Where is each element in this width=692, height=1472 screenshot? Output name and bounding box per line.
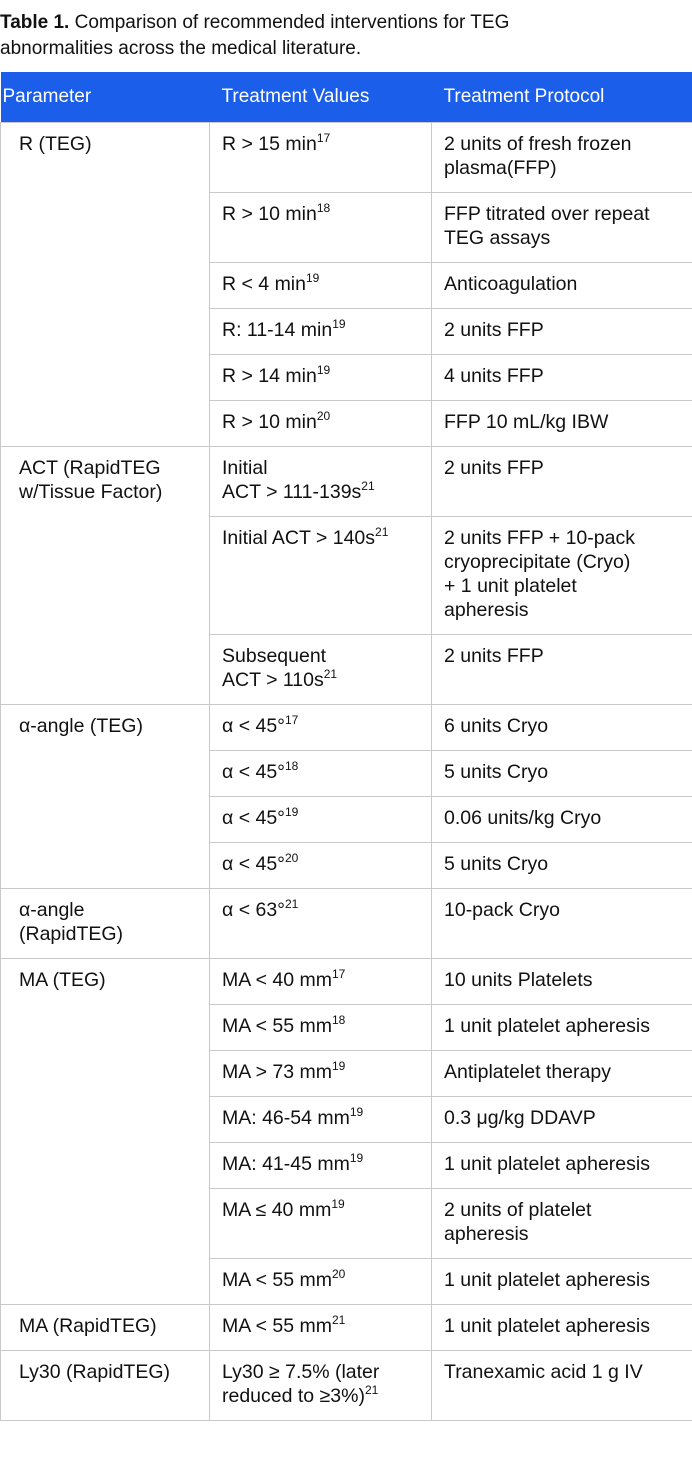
treatment-value-cell [210,193,432,263]
treatment-protocol-cell: 6 units Cryo [432,705,692,751]
treatment-value-cell [210,1051,432,1097]
treatment-protocol-cell: 2 units FFP [432,635,692,705]
treatment-value-cell [210,843,432,889]
treatment-protocol-cell: 2 units of platelet apheresis [432,1189,692,1259]
interventions-table [0,72,692,1421]
table-row [1,889,692,959]
table-row [1,705,692,751]
reference-number: 18 [316,201,331,215]
treatment-value-text: R > 14 min [222,365,317,387]
treatment-value-cell [210,705,432,751]
treatment-protocol-cell: 2 units FFP [432,447,692,517]
treatment-value-cell [210,751,432,797]
treatment-value-text: α < 45° [222,853,285,875]
reference-number: 19 [332,317,346,331]
treatment-value-cell [210,401,432,447]
treatment-value-cell [210,1189,432,1259]
treatment-value-text: MA: 46-54 mm [222,1107,350,1129]
treatment-protocol-cell: FFP titrated over repeat TEG assays [432,193,692,263]
table-row [1,123,692,193]
header-row [1,72,692,123]
treatment-protocol-cell: 5 units Cryo [432,751,692,797]
treatment-value-text: α < 45° [222,761,285,783]
treatment-value-cell [210,1143,432,1189]
treatment-protocol-cell: 10-pack Cryo [432,889,692,959]
header-treatment-values: Treatment Values [210,72,432,123]
treatment-value-text: Initial ACT > 111-139s [222,457,362,503]
treatment-protocol-cell: 0.06 units/kg Cryo [432,797,692,843]
treatment-protocol-cell: 2 units FFP [432,309,692,355]
treatment-value-text: MA < 40 mm [222,969,332,991]
treatment-value-text: α < 45° [222,807,285,829]
treatment-value-cell [210,797,432,843]
treatment-value-cell [210,1097,432,1143]
treatment-value-cell [210,447,432,517]
reference-number: 21 [285,897,299,911]
header-parameter: Parameter [1,72,210,123]
header-treatment-protocol: Treatment Protocol [432,72,692,123]
treatment-protocol-cell: 2 units FFP + 10-pack cryoprecipitate (Cryo) + 1 unit platelet apheresis [432,517,692,635]
treatment-protocol-cell: 5 units Cryo [432,843,692,889]
table-row [1,1305,692,1351]
table-row [1,447,692,517]
reference-number: 20 [332,1267,346,1281]
treatment-value-text: R < 4 min [222,273,306,295]
table-caption [0,0,692,60]
reference-number: 17 [332,967,346,981]
table-header [1,72,692,123]
reference-number: 18 [285,759,299,773]
treatment-value-text: MA > 73 mm [222,1061,332,1083]
treatment-value-text: R: 11-14 min [222,319,333,341]
parameter-cell: α-angle (TEG) [1,705,210,889]
treatment-protocol-cell: Tranexamic acid 1 g IV [432,1351,692,1421]
treatment-protocol-cell: Antiplatelet therapy [432,1051,692,1097]
reference-number: 19 [349,1105,364,1119]
reference-number: 19 [285,805,299,819]
treatment-value-cell [210,123,432,193]
treatment-value-cell [210,889,432,959]
reference-number: 18 [332,1013,346,1027]
reference-number: 19 [306,271,320,285]
parameter-cell: R (TEG) [1,123,210,447]
treatment-value-cell [210,635,432,705]
treatment-value-text: Subsequent ACT > 110s [222,645,327,691]
treatment-value-cell [210,1005,432,1051]
treatment-protocol-cell: 1 unit platelet apheresis [432,1143,692,1189]
parameter-cell: ACT (RapidTEG w/Tissue Factor) [1,447,210,705]
treatment-value-text: MA ≤ 40 mm [222,1199,332,1221]
reference-number: 17 [316,131,331,145]
treatment-value-cell [210,355,432,401]
table-row [1,959,692,1005]
treatment-value-cell [210,1259,432,1305]
treatment-protocol-cell: 4 units FFP [432,355,692,401]
treatment-value-text: MA: 41-45 mm [222,1153,350,1175]
reference-number: 19 [332,1059,346,1073]
treatment-value-text: MA < 55 mm [222,1315,332,1337]
treatment-value-text: Initial ACT > 140s [222,527,376,549]
treatment-value-text: MA < 55 mm [222,1269,332,1291]
reference-number: 19 [331,1197,345,1211]
treatment-protocol-cell: 1 unit platelet apheresis [432,1259,692,1305]
reference-number: 21 [361,479,375,493]
treatment-value-cell [210,309,432,355]
treatment-protocol-cell: 2 units of fresh frozen plasma(FFP) [432,123,692,193]
reference-number: 19 [316,363,331,377]
treatment-value-text: MA < 55 mm [222,1015,332,1037]
treatment-value-text: α < 45° [222,715,285,737]
treatment-value-cell [210,517,432,635]
reference-number: 21 [375,525,389,539]
parameter-cell: MA (TEG) [1,959,210,1305]
caption-text: Comparison of recommended interventions for TEG abnormalities across the medical literature. [0,12,510,59]
treatment-protocol-cell: 1 unit platelet apheresis [432,1005,692,1051]
treatment-value-text: R > 10 min [222,411,317,433]
reference-number: 20 [316,409,331,423]
treatment-protocol-cell: 0.3 μg/kg DDAVP [432,1097,692,1143]
reference-number: 21 [364,1383,379,1397]
treatment-protocol-cell: 1 unit platelet apheresis [432,1305,692,1351]
caption-label: Table 1. [0,12,70,33]
parameter-cell: α-angle (RapidTEG) [1,889,210,959]
treatment-value-cell [210,1305,432,1351]
treatment-protocol-cell: 10 units Platelets [432,959,692,1005]
reference-number: 21 [323,667,338,681]
parameter-cell: MA (RapidTEG) [1,1305,210,1351]
reference-number: 19 [349,1151,364,1165]
table-row [1,1351,692,1421]
treatment-value-cell [210,959,432,1005]
treatment-value-text: R > 10 min [222,203,317,225]
treatment-value-cell [210,263,432,309]
treatment-value-text: R > 15 min [222,133,317,155]
table-body [1,123,692,1421]
reference-number: 21 [332,1313,346,1327]
treatment-protocol-cell: Anticoagulation [432,263,692,309]
treatment-value-text: α < 63° [222,899,285,921]
treatment-protocol-cell: FFP 10 mL/kg IBW [432,401,692,447]
parameter-cell: Ly30 (RapidTEG) [1,1351,210,1421]
reference-number: 17 [285,713,299,727]
treatment-value-text: Ly30 ≥ 7.5% (later reduced to ≥3%) [222,1361,380,1407]
treatment-value-cell [210,1351,432,1421]
reference-number: 20 [285,851,299,865]
